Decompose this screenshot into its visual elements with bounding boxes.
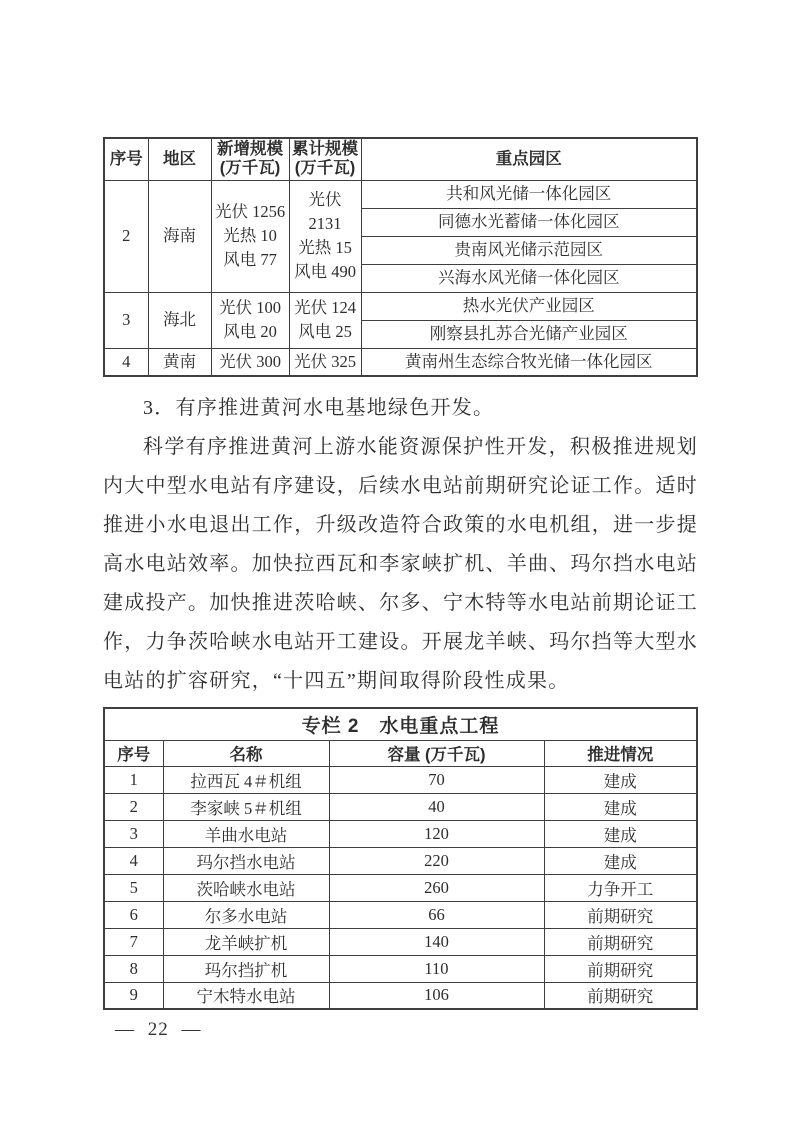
cell-status: 建成 xyxy=(544,793,697,820)
cell-name: 龙羊峡扩机 xyxy=(163,928,329,955)
cell-seq: 4 xyxy=(104,348,148,376)
header-name: 名称 xyxy=(163,740,329,766)
cell-region: 海北 xyxy=(148,292,211,348)
header-region: 地区 xyxy=(148,138,211,180)
cell-seq: 2 xyxy=(104,793,163,820)
cell-park: 刚察县扎苏合光储产业园区 xyxy=(361,320,697,348)
cell-total-scale: 光伏 2131 光热 15 风电 490 xyxy=(289,180,361,292)
cell-status: 建成 xyxy=(544,766,697,793)
table-title-row xyxy=(104,708,697,740)
cell-capacity: 140 xyxy=(329,928,544,955)
cell-name: 李家峡 5＃机组 xyxy=(163,793,329,820)
cell-seq: 4 xyxy=(104,847,163,874)
cell-name: 羊曲水电站 xyxy=(163,820,329,847)
header-capacity: 容量 (万千瓦) xyxy=(329,740,544,766)
cell-new-scale: 光伏 1256 光热 10 风电 77 xyxy=(211,180,289,292)
cell-capacity: 260 xyxy=(329,874,544,901)
table-row xyxy=(104,982,697,1009)
cell-status: 前期研究 xyxy=(544,928,697,955)
cell-park: 热水光伏产业园区 xyxy=(361,292,697,320)
header-status: 推进情况 xyxy=(544,740,697,766)
cell-name: 玛尔挡扩机 xyxy=(163,955,329,982)
region-scale-parks-table xyxy=(103,137,698,377)
body-paragraph: 科学有序推进黄河上游水能资源保护性开发，积极推进规划内大中型水电站有序建设，后续水电站前期研究论证工作。适时推进小水电退出工作，升级改造符合政策的水电机组，进一步提高水电站效率。加快拉西瓦和李家峡扩机、羊曲、玛尔挡水电站建成投产。加快推进茨哈峡、尔多、宁木特等水电站前期论证工作，力争茨哈峡水电站开工建设。开展龙羊峡、玛尔挡等大型水电站的扩容研究，“十四五”期间取得阶段性成果。 xyxy=(103,436,698,692)
cell-status: 前期研究 xyxy=(544,901,697,928)
header-seq: 序号 xyxy=(104,138,148,180)
page-number: — 22 — xyxy=(115,1019,202,1040)
cell-total-scale: 光伏 124 风电 25 xyxy=(289,292,361,348)
table-row xyxy=(104,901,697,928)
cell-total-scale: 光伏 325 xyxy=(289,348,361,376)
cell-name: 拉西瓦 4＃机组 xyxy=(163,766,329,793)
cell-status: 前期研究 xyxy=(544,955,697,982)
cell-region: 黄南 xyxy=(148,348,211,376)
cell-new-scale: 光伏 100 风电 20 xyxy=(211,292,289,348)
cell-capacity: 220 xyxy=(329,847,544,874)
cell-capacity: 66 xyxy=(329,901,544,928)
table-row xyxy=(104,928,697,955)
table-header-row xyxy=(104,740,697,766)
cell-status: 建成 xyxy=(544,820,697,847)
table-row xyxy=(104,292,697,320)
cell-capacity: 110 xyxy=(329,955,544,982)
cell-seq: 1 xyxy=(104,766,163,793)
cell-park: 黄南州生态综合牧光储一体化园区 xyxy=(361,348,697,376)
table-row xyxy=(104,793,697,820)
header-new-scale: 新增规模 (万千瓦) xyxy=(211,138,289,180)
table-row xyxy=(104,847,697,874)
header-seq: 序号 xyxy=(104,740,163,766)
cell-capacity: 106 xyxy=(329,982,544,1009)
cell-park: 贵南风光储示范园区 xyxy=(361,236,697,264)
cell-seq: 9 xyxy=(104,982,163,1009)
table-row xyxy=(104,955,697,982)
cell-name: 尔多水电站 xyxy=(163,901,329,928)
cell-capacity: 40 xyxy=(329,793,544,820)
cell-seq: 6 xyxy=(104,901,163,928)
table-row xyxy=(104,820,697,847)
cell-name: 宁木特水电站 xyxy=(163,982,329,1009)
table-row xyxy=(104,874,697,901)
table-header-row xyxy=(104,138,697,180)
cell-park: 共和风光储一体化园区 xyxy=(361,180,697,208)
cell-status: 前期研究 xyxy=(544,982,697,1009)
section-heading: 3．有序推进黄河水电基地绿色开发。 xyxy=(143,397,495,419)
cell-capacity: 120 xyxy=(329,820,544,847)
cell-status: 建成 xyxy=(544,847,697,874)
cell-capacity: 70 xyxy=(329,766,544,793)
cell-seq: 7 xyxy=(104,928,163,955)
header-parks: 重点园区 xyxy=(361,138,697,180)
cell-seq: 2 xyxy=(104,180,148,292)
cell-park: 兴海水风光储一体化园区 xyxy=(361,264,697,292)
table-row xyxy=(104,348,697,376)
table-row xyxy=(104,180,697,208)
cell-status: 力争开工 xyxy=(544,874,697,901)
cell-name: 茨哈峡水电站 xyxy=(163,874,329,901)
cell-region: 海南 xyxy=(148,180,211,292)
cell-park: 同德水光蓄储一体化园区 xyxy=(361,208,697,236)
cell-new-scale: 光伏 300 xyxy=(211,348,289,376)
cell-name: 玛尔挡水电站 xyxy=(163,847,329,874)
cell-seq: 3 xyxy=(104,292,148,348)
cell-seq: 3 xyxy=(104,820,163,847)
cell-seq: 8 xyxy=(104,955,163,982)
cell-seq: 5 xyxy=(104,874,163,901)
header-total-scale: 累计规模 (万千瓦) xyxy=(289,138,361,180)
table-title: 专栏 2 水电重点工程 xyxy=(104,708,697,740)
table-row xyxy=(104,766,697,793)
hydropower-projects-table xyxy=(103,707,698,1010)
